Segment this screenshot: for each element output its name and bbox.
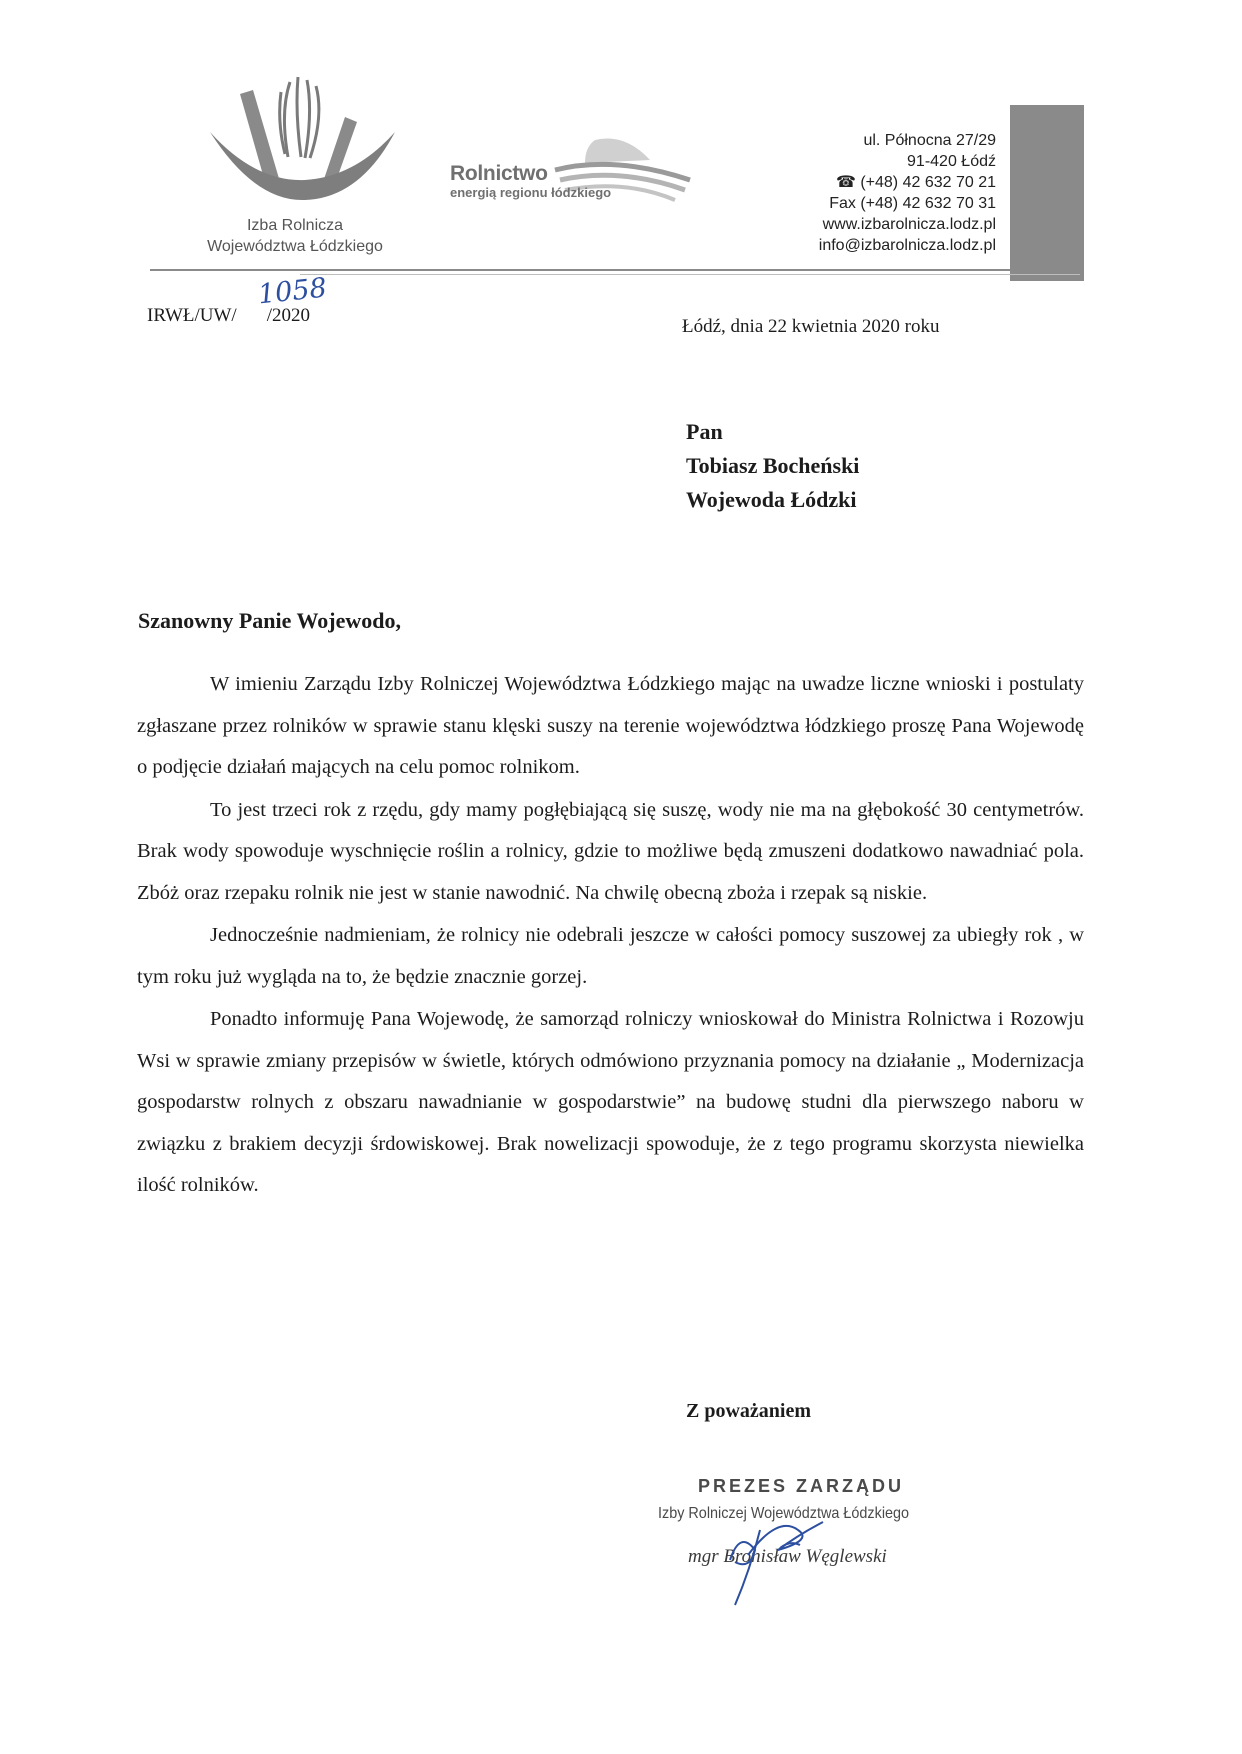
addressee-line1: Pan [686, 419, 723, 444]
reference-handwritten-number: 1058 [256, 272, 329, 311]
phone: ☎ (+48) 42 632 70 21 [835, 174, 996, 191]
paragraph-3: Jednocześnie nadmieniam, że rolnicy nie odebrali jeszcze w całości pomocy suszowej za ubiegły rok , w tym roku już wygląda na to, że będzie znacznie gorzej. [137, 924, 1084, 988]
paragraph-4: Ponadto informuję Pana Wojewodę, że samorząd rolniczy wnioskował do Ministra Rolnictwa i Rozowju Wsi w sprawie zmiany przepisów w świetle, których odmówiono przyznania pomocy na działanie „ Modernizacja gospodarstw rolnych z obszaru nawadnianie w gospodarstwie” na budowę studni dla pierwszego naboru w związku z brakiem decyzji śrdowiskowej. Brak nowelizacji spowoduje, że z tego programu skorzysta niewielka ilość rolników. [137, 1008, 1084, 1196]
email: info@izbarolnicza.lodz.pl [818, 237, 996, 254]
header-divider-thin [300, 274, 1080, 275]
reference-number [147, 305, 310, 327]
fax: Fax (+48) 42 632 70 31 [829, 195, 996, 212]
rolnictwo-title: Rolnictwo [450, 162, 548, 185]
reference-suffix: /2020 [266, 305, 310, 326]
paragraph-2: To jest trzeci rok z rzędu, gdy mamy pogłębiającą się suszę, wody nie ma na głębokość 30 centymetrów. Brak wody spowoduje wyschnięcie roślin a rolnicy, gdzie to możliwe będą zmuszeni dodatkowo nawadniać pola. Zbóż oraz rzepaku rolnik nie jest w stanie nawodnić. Na chwilę obecną zboża i rzepak są niskie. [137, 798, 1084, 904]
date-line: Łódź, dnia 22 kwietnia 2020 roku [682, 316, 940, 337]
stamp-organization: Izby Rolniczej Województwa Łódzkiego [658, 1505, 910, 1522]
address-city: 91-420 Łódź [907, 153, 996, 170]
closing: Z poważaniem [686, 1400, 811, 1422]
addressee [686, 415, 859, 517]
izba-name-line2: Województwa Łódzkiego [207, 238, 383, 255]
izba-rolnicza-logo [195, 72, 410, 212]
rolnictwo-subtitle: energią regionu łódzkiego [450, 185, 612, 200]
salutation: Szanowny Panie Wojewodo, [138, 608, 402, 633]
addressee-line3: Wojewoda Łódzki [686, 487, 857, 512]
stamp-title: PREZES ZARZĄDU [698, 1476, 905, 1496]
paragraph-1: W imieniu Zarządu Izby Rolniczej Województwa Łódzkiego mając na uwadze liczne wnioski i postulaty zgłaszane przez rolników w sprawie stanu klęski suszy na terenie województwa łódzkiego proszę Pana Wojewodę o podjęcie działań mających na celu pomoc rolnikom. [137, 673, 1084, 778]
address-street: ul. Północna 27/29 [863, 132, 996, 149]
reference-prefix: IRWŁ/UW/ [147, 305, 237, 326]
website: www.izbarolnicza.lodz.pl [822, 216, 996, 233]
izba-name [150, 215, 440, 257]
izba-name-line1: Izba Rolnicza [246, 217, 344, 234]
contact-block [819, 130, 996, 256]
rolnictwo-text [450, 163, 611, 200]
addressee-line2: Tobiasz Bocheński [686, 453, 860, 478]
stamp-person: mgr Bronisław Węglewski [688, 1546, 887, 1567]
letter-body [137, 664, 1084, 1208]
header-gray-bar [1010, 105, 1084, 281]
handwritten-signature [690, 1500, 860, 1610]
header-divider [150, 269, 1080, 271]
